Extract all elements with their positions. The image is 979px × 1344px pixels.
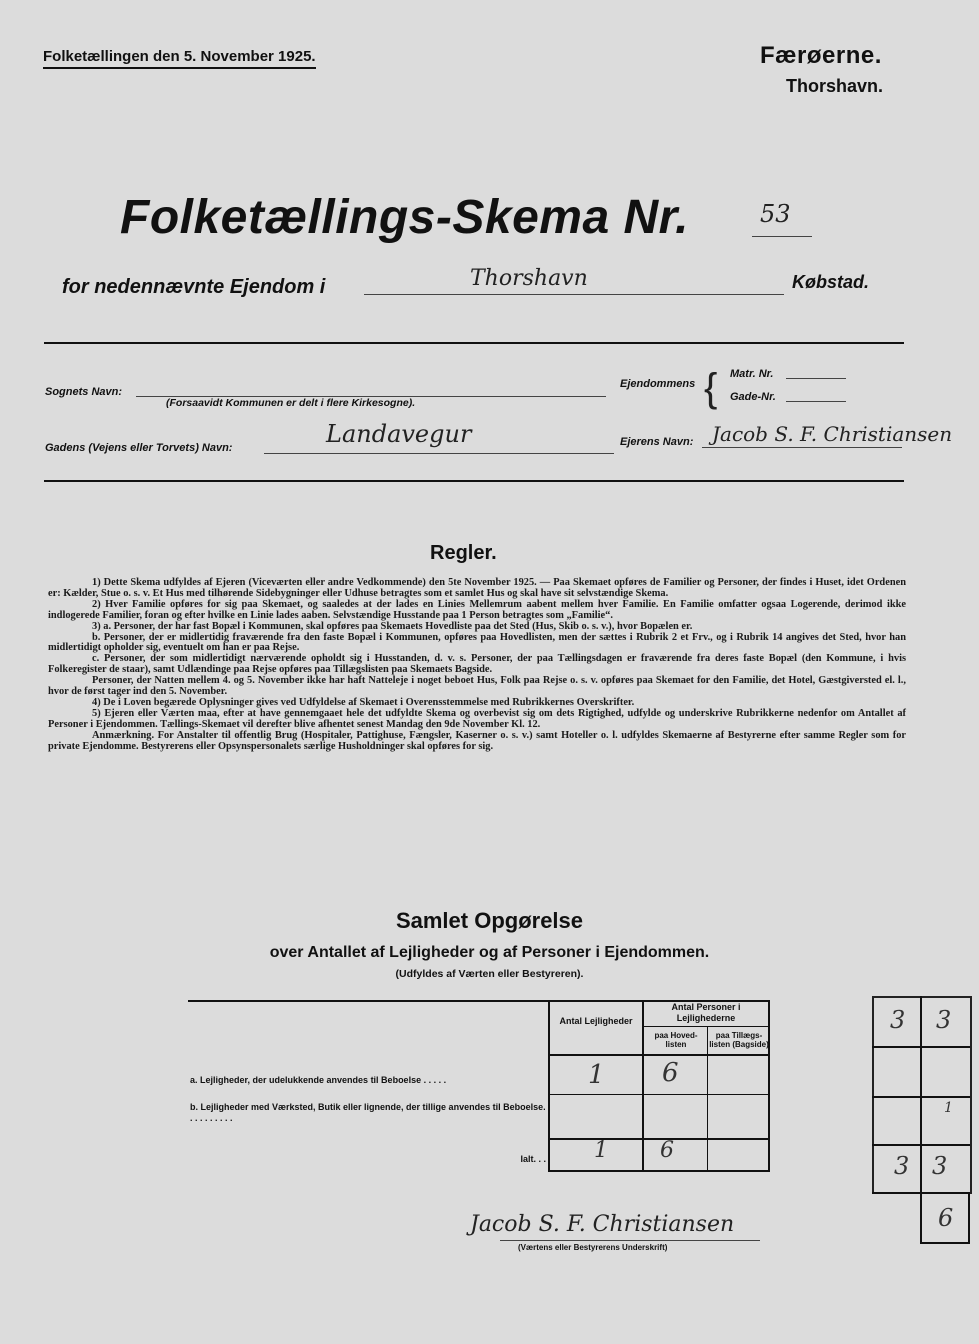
census-title: Folketællingen den 5. November 1925.: [43, 48, 316, 69]
matr-field: [786, 378, 846, 379]
gade-field: [786, 401, 846, 402]
side-box-rule-2: [872, 1096, 970, 1098]
side-r4c1: 3: [894, 1152, 910, 1180]
table-vline-3: [707, 1026, 708, 1172]
side-box-rule-4: [872, 1192, 970, 1194]
gade-label: Gade-Nr.: [730, 391, 776, 403]
row-b-label: b. Lejligheder med Værksted, Butik eller lignende, der tillige anvendes til Beboelse. . . . . . . . . .: [190, 1102, 546, 1123]
rule-night: Personer, der Natten mellem 4. og 5. November ikke har haft Natteleje i noget beboet Hus, Folk paa Rejse o. s. v. opføres paa Skemaet for den Familie, det Hotel, Gæstgiversted el. l., hvor de først tager ind den 5. November.: [48, 675, 906, 698]
side-r3c2: 1: [944, 1100, 953, 1116]
col-persons-header: Antal Personer i Lejlighederne: [671, 1002, 741, 1023]
side-box-rule-3: [872, 1144, 970, 1146]
table-row-b-rule: [548, 1138, 769, 1140]
side-r5c2: 6: [938, 1204, 954, 1232]
side-box-bottom: [920, 1242, 970, 1244]
property-label: for nedennævnte Ejendom i: [62, 276, 326, 298]
signature: Jacob S. F. Christiansen: [470, 1212, 735, 1237]
summary-subtitle: over Antallet af Lejligheder og af Personer i Ejendommen.: [269, 944, 710, 961]
side-box-right-ext: [968, 1192, 970, 1244]
side-r4c2: 3: [932, 1152, 948, 1180]
signature-caption: (Værtens eller Bestyrerens Underskrift): [518, 1243, 668, 1252]
form-number: 53: [760, 200, 791, 228]
table-sub-header-rule: [642, 1026, 769, 1027]
rule-4: 4) De i Loven begærede Oplysninger gives ved Udfyldelse af Skemaet i Overensstemmelse med Rubrikkernes Overskrifter.: [92, 696, 635, 708]
property-numbers-label: Ejendommens: [620, 378, 696, 390]
matr-label: Matr. Nr.: [730, 368, 774, 380]
rule-3c: c. Personer, der som midlertidigt nærværende opholdt sig i Husstanden, d. v. s. Personer, der paa Tællingsdagen er fraværende fra deres faste Bopæl (den Kommune, i hvis Folkeregister de staar), samt Udlændinge paa Rejse opføres paa Tillægslisten paa Skemaets Bagside.: [48, 653, 906, 676]
row-a-main: 6: [662, 1058, 679, 1088]
owner-field: [702, 447, 902, 448]
country-name: Færøerne.: [760, 42, 882, 69]
table-header-rule: [548, 1054, 769, 1056]
col-apartments-header: Antal Lejligheder: [559, 1016, 633, 1026]
street-field: [264, 453, 614, 454]
owner-label: Ejerens Navn:: [620, 436, 694, 448]
parish-note: (Forsaavidt Kommunen er delt i flere Kirkesogne).: [166, 397, 416, 409]
table-bottom-rule: [548, 1170, 769, 1172]
divider-top: [44, 342, 904, 344]
signature-line: [500, 1240, 760, 1241]
side-r1c2: 3: [936, 1006, 952, 1034]
summary-title: Samlet Opgørelse: [395, 908, 584, 933]
brace-icon: {: [704, 366, 718, 410]
rule-1: 1) Dette Skema udfyldes af Ejeren (Viceværten eller andre Vedkommende) den 5te November 1925. — Paa Skemaet opføres de Familier og Personer, der findes i Huset, idet Ordenen er: Kælder, Stue o. s. v. Et Hus med tilhørende Sidebygninger eller Udhuse betragtes som et samlet Hus og skal have sit selvstændige Skema.: [48, 577, 906, 599]
rule-3b: b. Personer, der er midlertidig fraværende fra den faste Bopæl i Kommunen, opføres paa Hovedlisten, men der sættes i Rubrik 2 et Frv., og i Rubrik 14 angives det Sted, hvor han midlertidigt opholder sig, eventuelt om han er paa Rejse.: [48, 631, 906, 654]
total-main: 6: [660, 1138, 674, 1163]
side-box-vline: [920, 996, 922, 1244]
parish-label: Sognets Navn:: [45, 386, 123, 398]
property-value: Thorshavn: [470, 266, 588, 291]
table-row-a-rule: [548, 1094, 769, 1095]
rule-3a: 3) a. Personer, der har fast Bopæl i Kommunen, skal opføres paa Skemaets Hovedliste paa det Sted (Hus, Skib o. s. v.), hvor Bopælen er.: [92, 620, 693, 632]
street-value: Landavegur: [326, 420, 472, 448]
rule-5: 5) Ejeren eller Værten maa, efter at have gennemgaaet hele det udfyldte Skema og overbevist sig om dets Rigtighed, udfylde og underskrive Rubrikkerne nedenfor om Antallet af Personer i Ejendommen. Tællings-Skemaet vil derefter blive afhentet senest Mandag den 9de November Kl. 12.: [48, 707, 906, 730]
divider-fields: [44, 480, 904, 482]
row-total-label: Ialt. . .: [520, 1154, 546, 1164]
row-a-apartments: 1: [588, 1060, 605, 1090]
table-vline-1: [548, 1000, 550, 1172]
owner-value: Jacob S. F. Christiansen: [712, 422, 953, 446]
form-title: Folketællings-Skema Nr.: [120, 191, 690, 244]
street-label: Gadens (Vejens eller Torvets) Navn:: [45, 442, 233, 454]
side-box-rule-1: [872, 1046, 970, 1048]
rules-heading: Regler.: [430, 542, 497, 564]
col-supp-header: paa Tillægs-listen (Bagside): [709, 1031, 769, 1049]
summary-note: (Udfyldes af Værten eller Bestyreren).: [395, 968, 584, 980]
col-main-header: paa Hoved-listen: [654, 1031, 698, 1049]
rule-2: 2) Hver Familie opføres for sig paa Skemaet, og saaledes at der lades en Linies Mellemrum aabent mellem hver Familie. En Familie omfatter ogsaa Logerende, derimod ikke indlogerede Familier, foran og efter hvilke en Linie lades aaben. Selvstændige Husstande paa 1 Person betragtes som „Familie“.: [48, 598, 906, 621]
row-a-label: a. Lejligheder, der udelukkende anvendes til Beboelse . . . . .: [190, 1075, 447, 1085]
total-apartments: 1: [594, 1138, 608, 1163]
number-underline: [752, 236, 812, 237]
side-box: [872, 996, 972, 1194]
side-r1c1: 3: [890, 1006, 906, 1034]
town-name: Thorshavn.: [786, 76, 884, 96]
rules-text: [48, 578, 906, 753]
rule-note: Anmærkning. For Anstalter til offentlig Brug (Hospitaler, Pattighuse, Fængsler, Kaserner o. s. v.) samt Hoteller o. l. udfyldes Skemaerne af Bestyrerne efter samme Regler som for private Ejendomme. Bestyrerens eller Opsynspersonalets særlige Husholdninger skal opføres for sig.: [48, 729, 906, 752]
kobstad-label: Købstad.: [792, 272, 870, 292]
property-underline: [364, 294, 784, 295]
